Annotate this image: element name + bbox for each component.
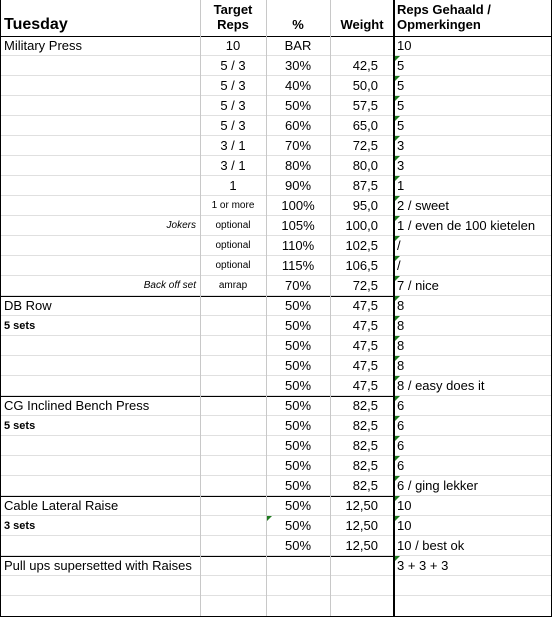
cell-col-b[interactable]: 5 / 3	[220, 78, 246, 93]
cell-col-c[interactable]: BAR	[284, 38, 312, 53]
cell-col-c[interactable]: 105%	[281, 218, 315, 233]
cell-col-d[interactable]: 102,5	[345, 238, 378, 253]
cell-col-d[interactable]	[330, 36, 394, 56]
gridline	[0, 175, 552, 176]
cell-col-c[interactable]: 50%	[284, 518, 312, 533]
cell-col-d[interactable]: 80,0	[352, 158, 378, 173]
header-reps-done[interactable]: Reps Gehaald / Opmerkingen	[397, 2, 491, 32]
gridline	[0, 135, 552, 136]
comment-indicator-icon	[395, 96, 400, 101]
gridline	[0, 515, 552, 516]
comment-indicator-icon	[395, 176, 400, 181]
cell-col-d[interactable]: 12,50	[345, 518, 378, 533]
cell-col-c[interactable]: 50%	[284, 378, 312, 393]
cell-col-a[interactable]	[0, 456, 200, 476]
gridline	[0, 335, 552, 336]
cell-col-a[interactable]: Military Press	[4, 38, 83, 53]
day-title[interactable]: Tuesday	[4, 16, 68, 33]
comment-indicator-icon	[395, 356, 400, 361]
table-row	[0, 316, 552, 336]
reps-column-border	[393, 0, 395, 617]
cell-col-d[interactable]	[330, 556, 394, 576]
table-row	[0, 376, 552, 396]
cell-col-c[interactable]: 60%	[284, 118, 312, 133]
cell-col-e[interactable]: 6	[397, 438, 405, 453]
cell-col-c[interactable]: 50%	[284, 358, 312, 373]
comment-indicator-icon	[395, 336, 400, 341]
cell-col-d[interactable]: 47,5	[352, 378, 378, 393]
cell-col-c[interactable]: 70%	[284, 278, 312, 293]
comment-indicator-icon	[395, 156, 400, 161]
cell-col-a[interactable]: Cable Lateral Raise	[4, 498, 119, 513]
cell-col-b[interactable]: 3 / 1	[220, 158, 246, 173]
table-row	[0, 96, 552, 116]
comment-indicator-icon	[395, 236, 400, 241]
cell-col-c[interactable]: 50%	[284, 338, 312, 353]
cell-col-d[interactable]: 42,5	[352, 58, 378, 73]
cell-col-a[interactable]	[0, 176, 200, 196]
gridline	[0, 535, 552, 536]
gridline	[0, 215, 552, 216]
cell-col-a[interactable]: 5 sets	[4, 320, 36, 332]
cell-col-a[interactable]	[0, 476, 200, 496]
table-row	[0, 556, 552, 576]
cell-col-e[interactable]: /	[397, 238, 401, 253]
comment-indicator-icon	[395, 196, 400, 201]
cell-col-c[interactable]: 80%	[284, 158, 312, 173]
cell-col-d[interactable]: 12,50	[345, 498, 378, 513]
section-divider	[0, 396, 394, 397]
section-divider	[0, 556, 394, 557]
cell-col-e[interactable]: 6	[397, 398, 405, 413]
comment-indicator-icon	[395, 556, 400, 561]
column-separator	[200, 0, 201, 617]
comment-indicator-icon	[395, 256, 400, 261]
cell-col-b[interactable]	[200, 516, 266, 536]
comment-indicator-icon	[395, 276, 400, 281]
comment-indicator-icon	[395, 316, 400, 321]
cell-col-e[interactable]: 6	[397, 418, 405, 433]
table-row	[0, 256, 552, 276]
cell-col-c[interactable]: 50%	[284, 498, 312, 513]
cell-col-b[interactable]	[200, 316, 266, 336]
gridline	[0, 255, 552, 256]
cell-col-a[interactable]	[0, 236, 200, 256]
gridline	[0, 595, 552, 596]
cell-col-b[interactable]: 1	[229, 178, 237, 193]
cell-col-d[interactable]: 50,0	[352, 78, 378, 93]
cell-col-e[interactable]: 10	[397, 518, 412, 533]
cell-col-b[interactable]: 1 or more	[211, 200, 255, 211]
table-row	[0, 436, 552, 456]
cell-col-d[interactable]: 100,0	[345, 218, 378, 233]
gridline	[0, 415, 552, 416]
cell-col-d[interactable]: 12,50	[345, 538, 378, 553]
cell-col-b[interactable]: optional	[215, 240, 251, 251]
comment-indicator-icon	[395, 296, 400, 301]
table-row	[0, 76, 552, 96]
cell-col-d[interactable]: 65,0	[352, 118, 378, 133]
cell-col-a[interactable]: CG Inclined Bench Press	[4, 398, 150, 413]
comment-indicator-icon	[395, 476, 400, 481]
cell-col-d[interactable]: 47,5	[352, 358, 378, 373]
cell-col-e[interactable]: 8	[397, 358, 405, 373]
cell-col-e[interactable]: 7 / nice	[397, 278, 439, 293]
cell-col-e[interactable]: 3	[397, 138, 405, 153]
cell-col-b[interactable]: optional	[215, 220, 251, 231]
cell-col-a[interactable]	[0, 256, 200, 276]
table-row	[0, 336, 552, 356]
comment-indicator-icon	[395, 116, 400, 121]
section-divider	[0, 296, 394, 297]
cell-col-a[interactable]	[0, 116, 200, 136]
cell-col-a[interactable]: Back off set	[143, 280, 196, 291]
cell-col-b[interactable]: 5 / 3	[220, 58, 246, 73]
comment-indicator-icon	[395, 496, 400, 501]
table-row	[0, 456, 552, 476]
cell-col-a[interactable]	[0, 376, 200, 396]
header-percent[interactable]: %	[292, 17, 304, 32]
table-row	[0, 276, 552, 296]
cell-col-e[interactable]: 5	[397, 78, 405, 93]
cell-col-e[interactable]: 10	[397, 38, 412, 53]
comment-indicator-icon	[395, 376, 400, 381]
table-row	[0, 156, 552, 176]
cell-col-d[interactable]: 82,5	[352, 438, 378, 453]
cell-col-b[interactable]	[200, 416, 266, 436]
cell-col-d[interactable]: 82,5	[352, 398, 378, 413]
cell-col-b[interactable]	[200, 536, 266, 556]
cell-col-d[interactable]: 47,5	[352, 318, 378, 333]
comment-indicator-icon	[395, 396, 400, 401]
gridline	[0, 95, 552, 96]
cell-col-b[interactable]	[200, 396, 266, 416]
cell-col-e[interactable]: 5	[397, 58, 405, 73]
comment-indicator-icon	[395, 136, 400, 141]
cell-col-b[interactable]: 10	[225, 38, 241, 53]
table-row	[0, 356, 552, 376]
comment-indicator-icon	[395, 56, 400, 61]
gridline	[0, 575, 552, 576]
cell-col-c[interactable]: 50%	[284, 98, 312, 113]
cell-col-a[interactable]: DB Row	[4, 298, 52, 313]
comment-indicator-icon	[395, 516, 400, 521]
cell-col-e[interactable]: 8	[397, 318, 405, 333]
cell-col-a[interactable]	[0, 356, 200, 376]
cell-col-e[interactable]: 1 / even de 100 kietelen	[397, 218, 536, 233]
cell-col-b[interactable]: amrap	[218, 280, 248, 291]
cell-col-c[interactable]: 50%	[284, 418, 312, 433]
gridline	[0, 375, 552, 376]
cell-col-b[interactable]: optional	[215, 260, 251, 271]
cell-col-c[interactable]: 50%	[284, 298, 312, 313]
gridline	[0, 195, 552, 196]
comment-indicator-icon	[395, 456, 400, 461]
cell-col-b[interactable]	[200, 436, 266, 456]
cell-col-d[interactable]: 47,5	[352, 338, 378, 353]
table-row	[0, 196, 552, 216]
cell-col-a[interactable]	[0, 196, 200, 216]
cell-col-a[interactable]	[0, 436, 200, 456]
cell-col-c[interactable]: 50%	[284, 318, 312, 333]
cell-col-a[interactable]	[0, 536, 200, 556]
cell-col-a[interactable]: Jokers	[166, 220, 196, 231]
table-row	[0, 236, 552, 256]
cell-col-c[interactable]: 50%	[284, 438, 312, 453]
cell-col-e[interactable]: 1	[397, 178, 405, 193]
table-row	[0, 476, 552, 496]
cell-col-d[interactable]: 47,5	[352, 298, 378, 313]
section-divider	[0, 496, 394, 497]
cell-col-d[interactable]: 57,5	[352, 98, 378, 113]
cell-col-d[interactable]: 72,5	[352, 138, 378, 153]
table-row	[0, 56, 552, 76]
cell-col-c[interactable]: 100%	[281, 198, 315, 213]
header-target-reps[interactable]: Target Reps	[213, 2, 253, 32]
cell-col-d[interactable]: 82,5	[352, 478, 378, 493]
cell-col-c[interactable]: 110%	[281, 238, 315, 253]
table-row	[0, 496, 552, 516]
table-row	[0, 396, 552, 416]
cell-col-e[interactable]: 8 / easy does it	[397, 378, 485, 393]
cell-col-c[interactable]: 50%	[284, 458, 312, 473]
cell-col-e[interactable]: 2 / sweet	[397, 198, 450, 213]
header-row	[0, 0, 552, 36]
cell-col-b[interactable]: 3 / 1	[220, 138, 246, 153]
cell-col-a[interactable]: Pull ups supersetted with Raises	[4, 558, 192, 573]
cell-col-c[interactable]: 50%	[284, 538, 312, 553]
cell-col-c[interactable]: 40%	[284, 78, 312, 93]
cell-col-b[interactable]	[200, 376, 266, 396]
gridline	[0, 315, 552, 316]
cell-col-a[interactable]	[0, 336, 200, 356]
cell-col-d[interactable]: 106,5	[345, 258, 378, 273]
table-row	[0, 116, 552, 136]
cell-col-a[interactable]	[0, 136, 200, 156]
cell-col-b[interactable]	[200, 456, 266, 476]
comment-indicator-icon	[267, 516, 272, 521]
left-border	[0, 0, 1, 617]
gridline	[0, 55, 552, 56]
gridline	[0, 75, 552, 76]
cell-col-b[interactable]	[200, 356, 266, 376]
table-row	[0, 296, 552, 316]
cell-col-a[interactable]: 3 sets	[4, 520, 36, 532]
comment-indicator-icon	[395, 216, 400, 221]
table-row	[0, 516, 552, 536]
cell-col-c[interactable]: 90%	[284, 178, 312, 193]
gridline	[0, 455, 552, 456]
cell-col-c[interactable]: 50%	[284, 478, 312, 493]
column-separator	[330, 0, 331, 617]
cell-col-a[interactable]	[0, 56, 200, 76]
cell-col-e[interactable]: 5	[397, 118, 405, 133]
cell-col-b[interactable]	[200, 496, 266, 516]
comment-indicator-icon	[395, 76, 400, 81]
table-row	[0, 216, 552, 236]
cell-col-c[interactable]	[266, 556, 330, 576]
cell-col-b[interactable]	[200, 556, 266, 576]
cell-col-c[interactable]: 30%	[284, 58, 312, 73]
cell-col-b[interactable]	[200, 336, 266, 356]
cell-col-c[interactable]: 70%	[284, 138, 312, 153]
cell-col-e[interactable]: 6	[397, 458, 405, 473]
column-separator	[266, 0, 267, 617]
comment-indicator-icon	[395, 416, 400, 421]
gridline	[0, 355, 552, 356]
gridline	[0, 115, 552, 116]
cell-col-e[interactable]: 3 + 3 + 3	[397, 558, 449, 573]
cell-col-b[interactable]: 5 / 3	[220, 98, 246, 113]
cell-col-e[interactable]: 10 / best ok	[397, 538, 465, 553]
cell-col-d[interactable]: 82,5	[352, 458, 378, 473]
cell-col-a[interactable]	[0, 76, 200, 96]
cell-col-d[interactable]: 82,5	[352, 418, 378, 433]
table-row	[0, 36, 552, 56]
gridline	[0, 435, 552, 436]
header-weight[interactable]: Weight	[340, 17, 384, 32]
cell-col-d[interactable]: 72,5	[352, 278, 378, 293]
cell-col-a[interactable]	[0, 96, 200, 116]
gridline	[0, 235, 552, 236]
cell-col-e[interactable]: 5	[397, 98, 405, 113]
table-row	[0, 136, 552, 156]
cell-col-d[interactable]: 95,0	[352, 198, 378, 213]
cell-col-e[interactable]: 8	[397, 298, 405, 313]
gridline	[0, 275, 552, 276]
cell-col-e[interactable]: 6 / ging lekker	[397, 478, 478, 493]
cell-col-e[interactable]: 3	[397, 158, 405, 173]
cell-col-e[interactable]: 8	[397, 338, 405, 353]
cell-col-b[interactable]	[200, 296, 266, 316]
cell-col-c[interactable]: 115%	[281, 258, 315, 273]
cell-col-e[interactable]: 10	[397, 498, 412, 513]
cell-col-e[interactable]: /	[397, 258, 401, 273]
cell-col-d[interactable]: 87,5	[352, 178, 378, 193]
cell-col-b[interactable]: 5 / 3	[220, 118, 246, 133]
comment-indicator-icon	[395, 436, 400, 441]
gridline	[0, 155, 552, 156]
table-row	[0, 176, 552, 196]
cell-col-b[interactable]	[200, 476, 266, 496]
table-row	[0, 416, 552, 436]
cell-col-a[interactable]	[0, 156, 200, 176]
header-border	[0, 36, 552, 37]
cell-col-c[interactable]: 50%	[284, 398, 312, 413]
table-row	[0, 536, 552, 556]
gridline	[0, 475, 552, 476]
cell-col-a[interactable]: 5 sets	[4, 420, 36, 432]
